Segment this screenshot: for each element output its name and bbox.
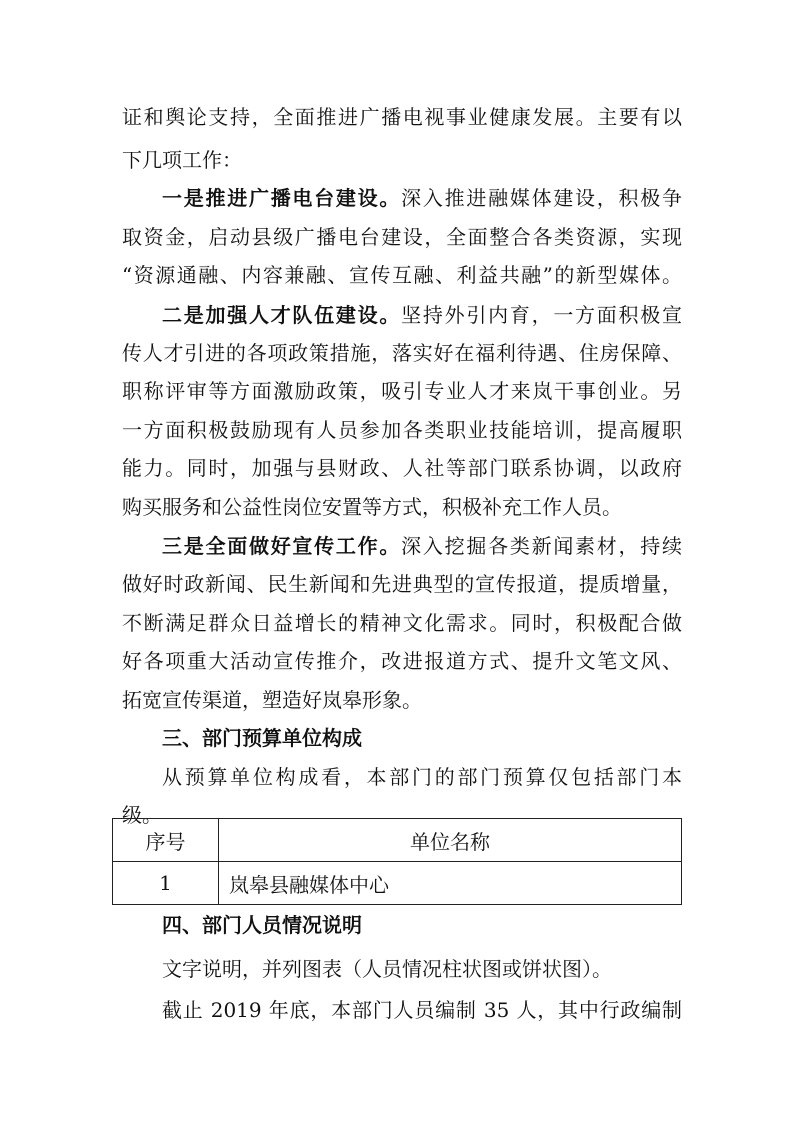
paragraph-line: 好各项重大活动宣传推介，改进报道方式、提升文笔文风、 xyxy=(122,649,682,673)
paragraph-line: “资源通融、内容兼融、宣传互融、利益共融”的新型媒体。 xyxy=(122,263,682,287)
paragraph-line: 从预算单位构成看，本部门的部门预算仅包括部门本 xyxy=(162,765,682,789)
paragraph-line: 职称评审等方面激励政策，吸引专业人才来岚干事创业。另 xyxy=(122,379,682,403)
table-cell-name: 岚皋县融媒体中心 xyxy=(219,862,682,905)
paragraph-line xyxy=(162,302,682,328)
table-cell-seq: 1 xyxy=(113,862,219,905)
item-text: 深入推进融媒体建设，积极争 xyxy=(401,186,683,210)
paragraph-line: 一方面积极鼓励现有人员参加各类职业技能培训，提高履职 xyxy=(122,418,682,442)
table-header-row xyxy=(113,819,682,862)
paragraph-line: 能力。同时，加强与县财政、人社等部门联系协调，以政府 xyxy=(122,456,682,480)
item-lead: 三是全面做好宣传工作。 xyxy=(162,534,402,558)
paragraph-line: 不断满足群众日益增长的精神文化需求。同时，积极配合做 xyxy=(122,611,682,635)
paragraph-line: 文字说明，并列图表（人员情况柱状图或饼状图）。 xyxy=(162,957,612,981)
unit-table xyxy=(112,818,682,905)
paragraph-line: 截止 2019 年底，本部门人员编制 35 人，其中行政编制 xyxy=(162,998,682,1022)
table-header-name: 单位名称 xyxy=(219,819,682,862)
table-header-seq: 序号 xyxy=(113,819,219,862)
paragraph-line: 做好时政新闻、民生新闻和先进典型的宣传报道，提质增量， xyxy=(122,572,682,596)
paragraph-line: 购买服务和公益性岗位安置等方式，积极补充工作人员。 xyxy=(122,495,622,519)
table-row xyxy=(113,862,682,905)
item-text: 深入挖掘各类新闻素材，持续 xyxy=(401,534,683,558)
paragraph-line xyxy=(162,185,682,211)
paragraph-line: 证和舆论支持，全面推进广播电视事业健康发展。主要有以 xyxy=(122,105,682,129)
paragraph-line: 拓宽宣传渠道，塑造好岚皋形象。 xyxy=(122,688,422,712)
paragraph-line: 取资金，启动县级广播电台建设，全面整合各类资源，实现 xyxy=(122,225,682,249)
paragraph-line: 下几项工作： xyxy=(122,148,242,172)
item-text: 坚持外引内育，一方面积极宣 xyxy=(401,303,683,327)
section-heading: 四、部门人员情况说明 xyxy=(162,913,362,937)
item-lead: 二是加强人才队伍建设。 xyxy=(162,303,402,327)
item-lead: 一是推进广播电台建设。 xyxy=(162,186,402,210)
paragraph-line xyxy=(162,533,682,559)
paragraph-line: 级。 xyxy=(122,803,162,827)
paragraph-line: 传人才引进的各项政策措施，落实好在福利待遇、住房保障、 xyxy=(122,341,682,365)
section-heading: 三、部门预算单位构成 xyxy=(162,726,362,750)
